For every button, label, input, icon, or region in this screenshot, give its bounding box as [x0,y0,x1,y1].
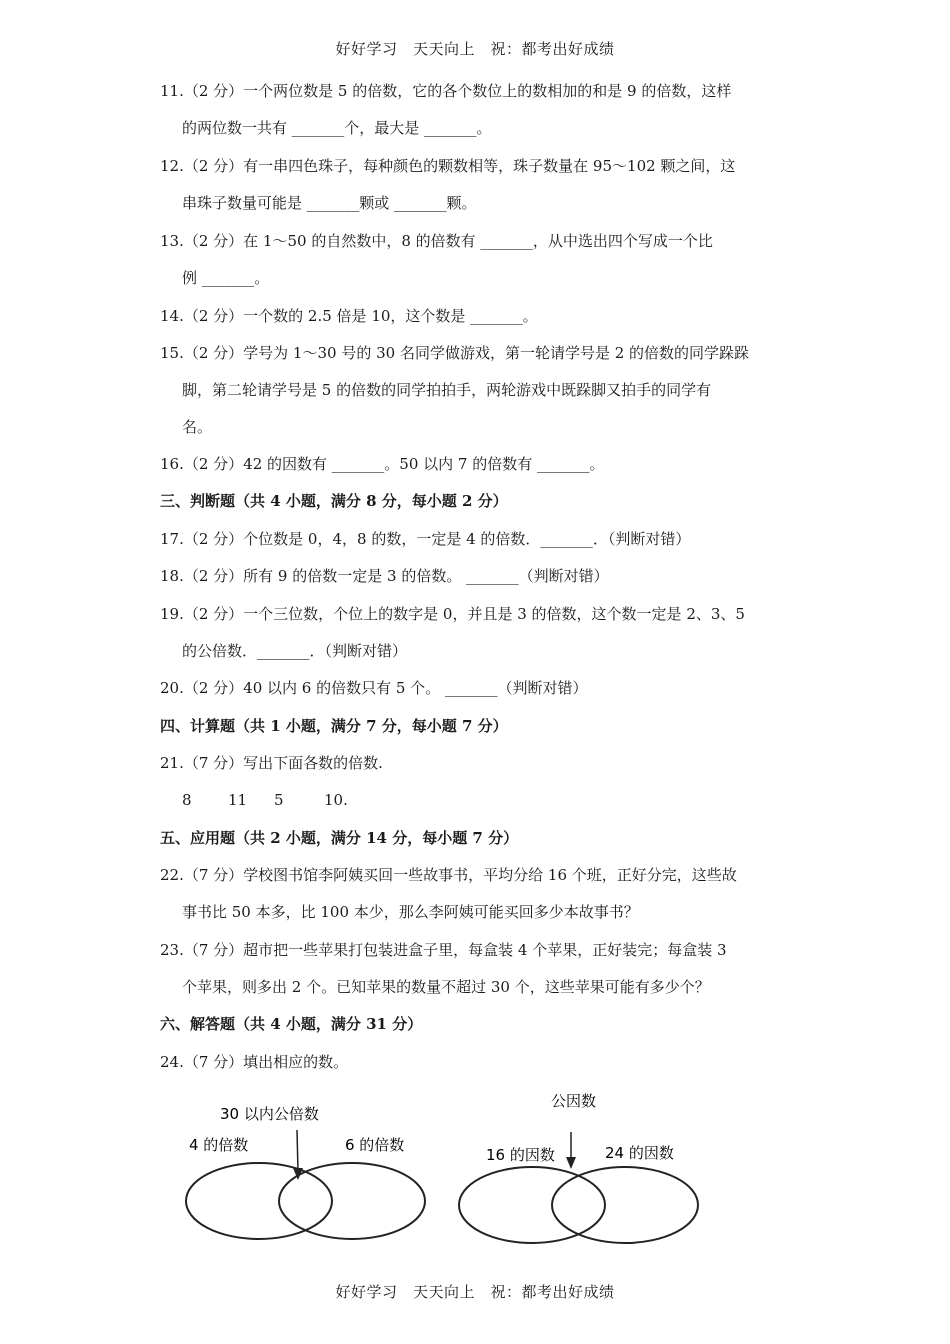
section-4-heading: 四、计算题（共 1 小题，满分 7 分，每小题 7 分） [160,717,508,735]
q14-line: 14.（2 分）一个数的 2.5 倍是 10，这个数是 _______。 [160,307,538,325]
venn2-top-label: 公因数 [551,1092,597,1110]
q24-line: 24.（7 分）填出相应的数。 [160,1053,349,1071]
venn2-right-label: 24 的因数 [605,1144,674,1162]
q15-line3: 名。 [182,418,213,436]
venn1-arrow-line [297,1130,298,1172]
q21-number-8: 8 [182,791,192,809]
q13-line2: 例 _______。 [182,269,270,287]
page-footer: 好好学习 天天向上 祝：都考出好成绩 [335,1283,615,1301]
q21-number-11: 11 [228,791,248,809]
q23-line1: 23.（7 分）超市把一些苹果打包装进盒子里，每盒装 4 个苹果，正好装完；每盒装 3 [160,941,727,959]
q18-line: 18.（2 分）所有 9 的倍数一定是 3 的倍数。 _______（判断对错） [160,567,609,585]
q12-line1: 12.（2 分）有一串四色珠子，每种颜色的颗数相等，珠子数量在 95～102 颗之间，这 [160,157,736,175]
venn-diagram-multiples [186,1105,425,1239]
q16-line: 16.（2 分）42 的因数有 _______。50 以内 7 的倍数有 _______。 [160,455,605,473]
q21-line: 21.（7 分）写出下面各数的倍数. [160,754,383,772]
section-3-heading: 三、判断题（共 4 小题，满分 8 分，每小题 2 分） [160,492,508,510]
q21-number-5: 5 [274,791,284,809]
page-header: 好好学习 天天向上 祝：都考出好成绩 [335,40,615,58]
venn2-right-ellipse [552,1167,698,1243]
q13-line1: 13.（2 分）在 1～50 的自然数中，8 的倍数有 _______，从中选出四个写成一个比 [160,232,713,250]
q22-line1: 22.（7 分）学校图书馆李阿姨买回一些故事书，平均分给 16 个班，正好分完，这些故 [160,866,737,884]
q11-line1: 11.（2 分）一个两位数是 5 的倍数，它的各个数位上的数相加的和是 9 的倍数，这样 [160,82,732,100]
venn2-left-label: 16 的因数 [486,1146,555,1164]
venn2-left-ellipse [459,1167,605,1243]
section-6-heading: 六、解答题（共 4 小题，满分 31 分） [160,1015,423,1033]
q15-line2: 脚，第二轮请学号是 5 的倍数的同学拍拍手，两轮游戏中既跺脚又拍手的同学有 [182,381,712,399]
venn1-right-ellipse [279,1163,425,1239]
q12-line2: 串珠子数量可能是 _______颗或 _______颗。 [182,194,477,212]
section-5-heading: 五、应用题（共 2 小题，满分 14 分，每小题 7 分） [160,829,519,847]
venn1-right-label: 6 的倍数 [345,1136,405,1154]
venn1-top-label: 30 以内公倍数 [220,1105,319,1123]
q20-line: 20.（2 分）40 以内 6 的倍数只有 5 个。 _______（判断对错） [160,679,588,697]
q17-line: 17.（2 分）个位数是 0，4，8 的数，一定是 4 的倍数．_______．（判断对错） [160,530,691,548]
q21-number-10: 10. [324,791,348,809]
venn1-left-label: 4 的倍数 [189,1136,249,1154]
q19-line2: 的公倍数．_______．（判断对错） [182,642,408,660]
q23-line2: 个苹果，则多出 2 个。已知苹果的数量不超过 30 个，这些苹果可能有多少个？ [182,978,710,996]
q19-line1: 19.（2 分）一个三位数，个位上的数字是 0，并且是 3 的倍数，这个数一定是 2、3、5 [160,605,745,623]
q22-line2: 事书比 50 本多，比 100 本少，那么李阿姨可能买回多少本故事书？ [182,903,639,921]
q15-line1: 15.（2 分）学号为 1～30 号的 30 名同学做游戏，第一轮请学号是 2 的倍数的同学跺跺 [160,344,750,362]
venn2-arrow-head [566,1157,576,1169]
venn-diagram-factors [459,1092,698,1243]
venn1-left-ellipse [186,1163,332,1239]
q11-line2: 的两位数一共有 _______个，最大是 _______。 [182,119,492,137]
